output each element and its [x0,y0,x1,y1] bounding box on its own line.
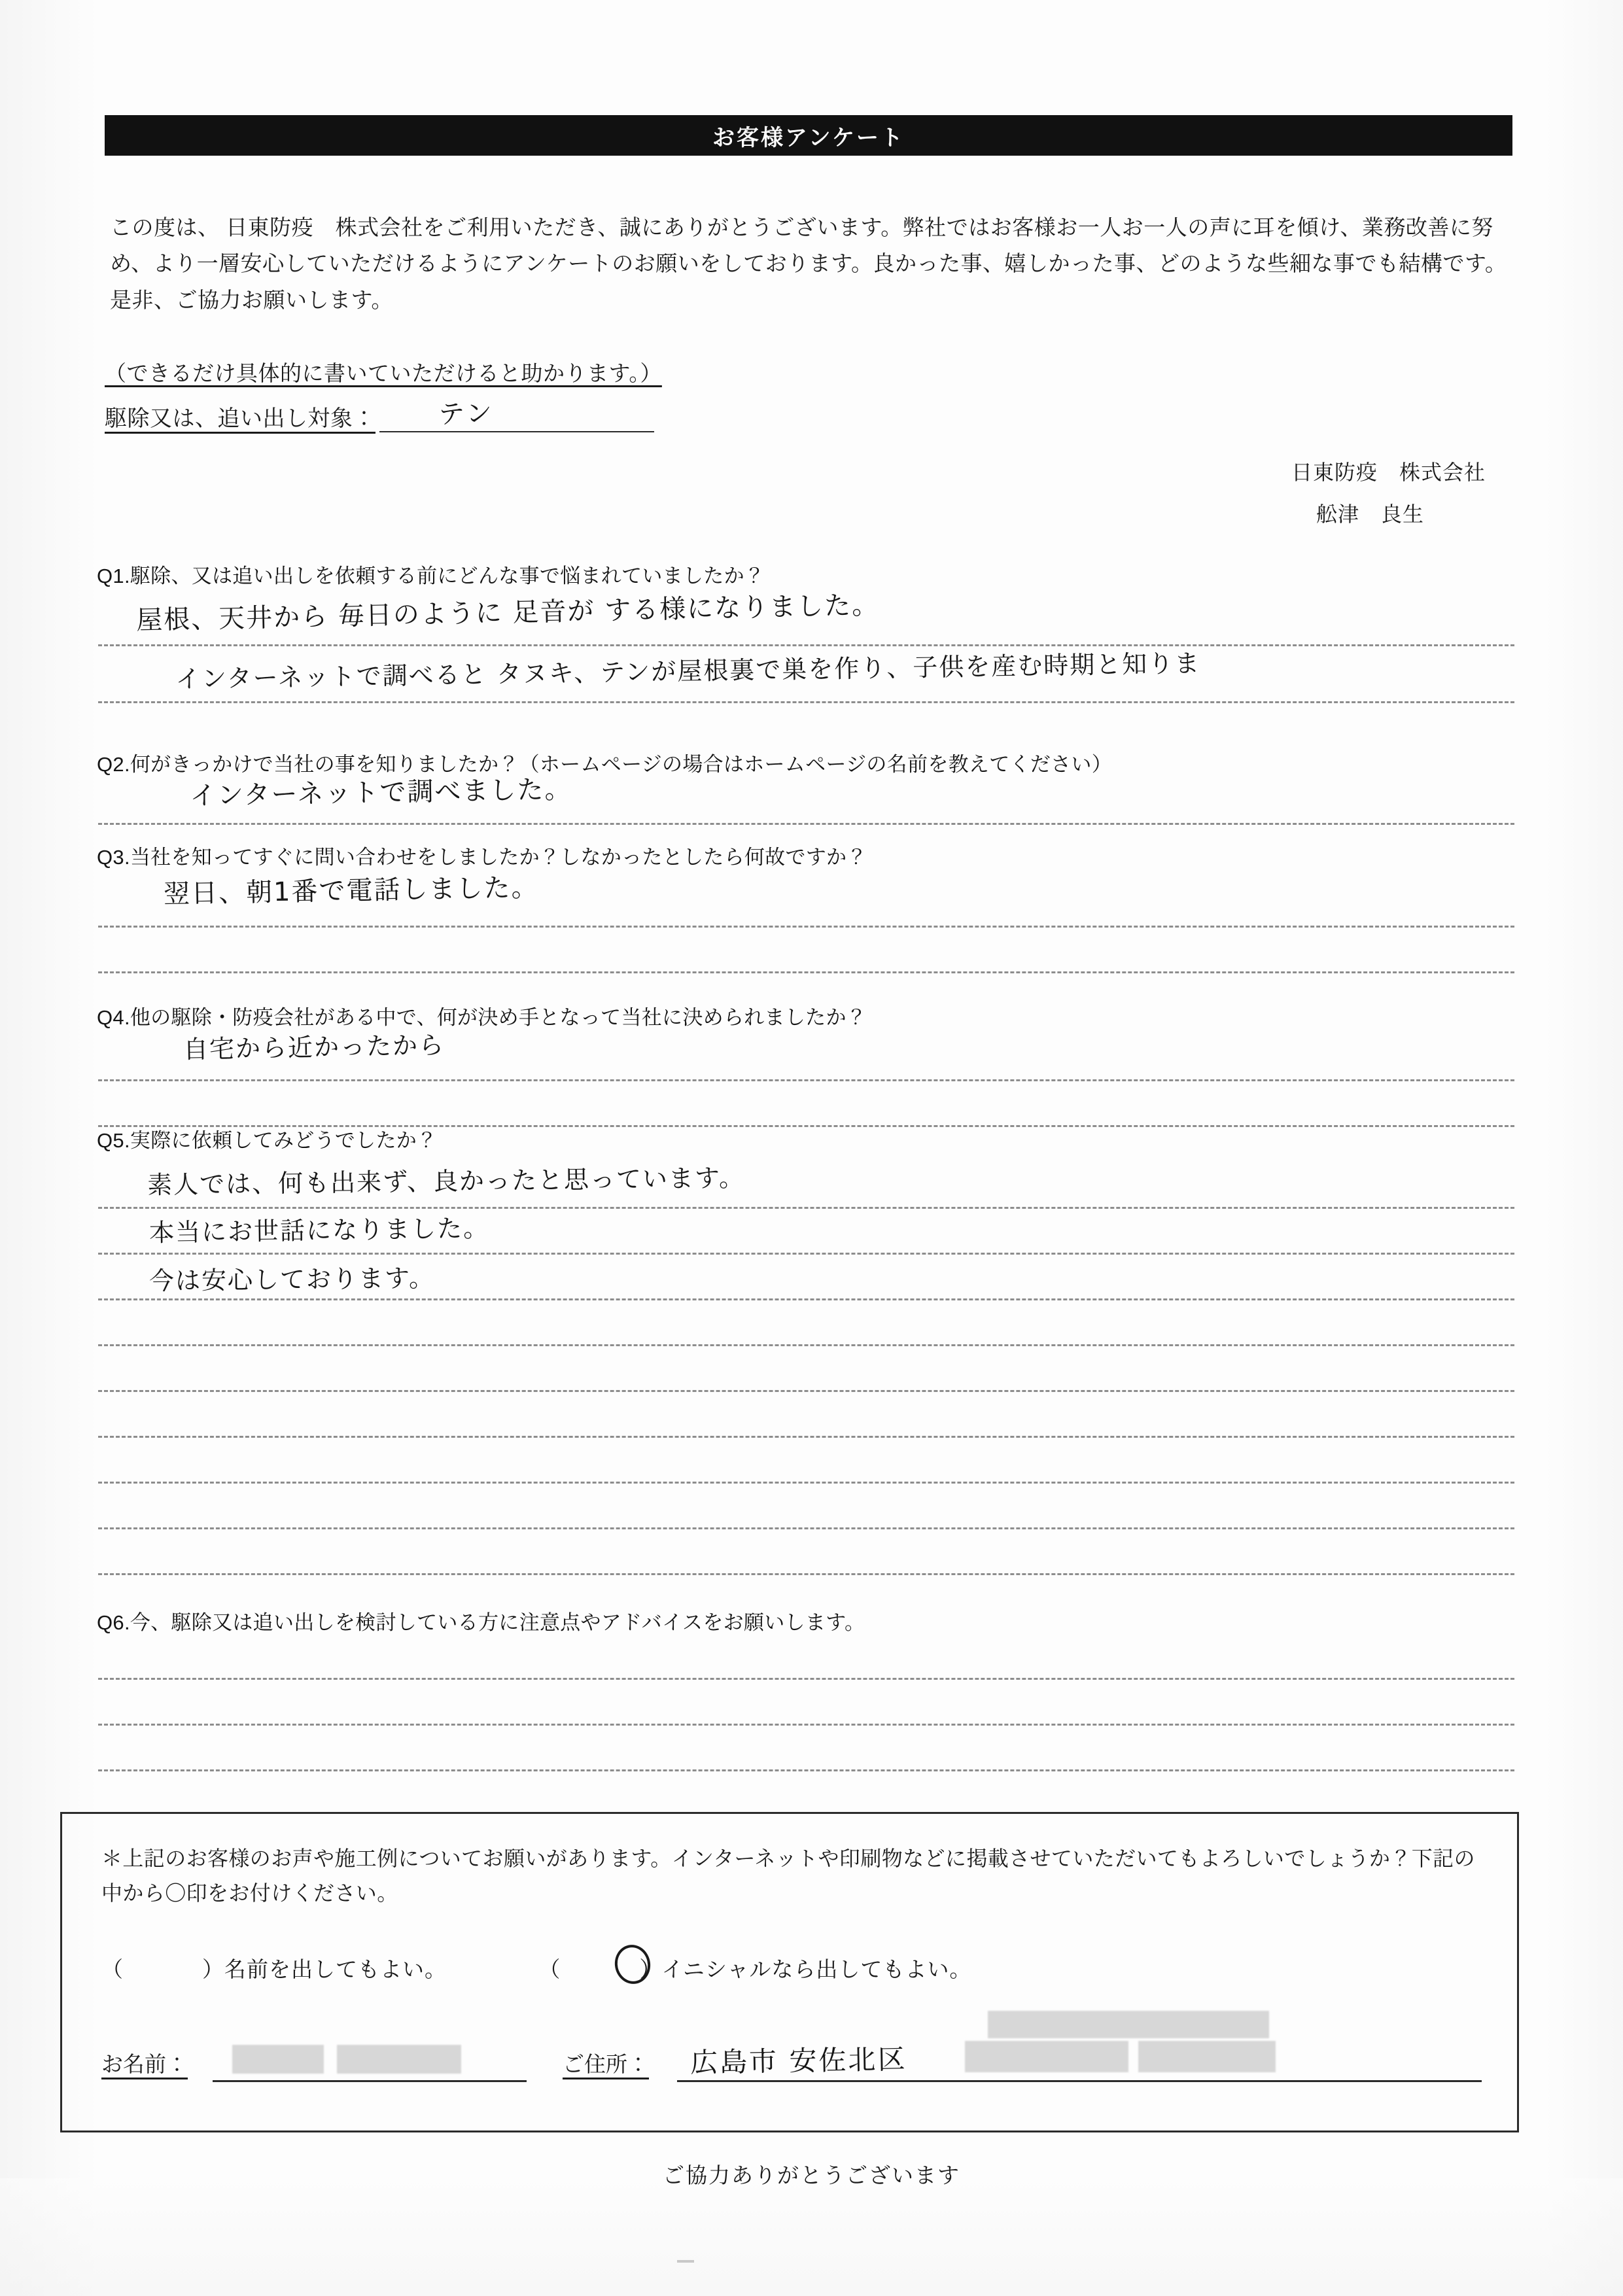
redaction-block-address-2 [1138,2041,1276,2072]
answer-line-q6-3[interactable] [98,1769,1514,1771]
target-label: 駆除又は、追い出し対象： [105,406,375,431]
answer-line-q3-2[interactable] [98,971,1514,973]
name-field-rule[interactable] [213,2080,527,2082]
answer-handwriting-q5-1: 素人では、何も出来ず、良かったと思っています。 [147,1163,746,1200]
question-label-q2: Q2.何がきっかけで当社の事を知りましたか？（ホームページの場合はホームページの名前を教えてください） [97,753,1113,776]
address-handwritten-value: 広島市 安佐北区 [689,2043,907,2079]
company-signature [1291,451,1486,535]
redaction-block-address-3 [988,2011,1269,2038]
address-field-label: ご住所： [563,2052,649,2076]
answer-line-q1-2[interactable] [98,701,1514,703]
target-field-row [105,400,654,432]
intro-note: （できるだけ具体的に書いていただけると助かります。） [105,361,662,385]
scan-artifact [677,2260,694,2263]
target-handwritten-value: テン [438,398,495,430]
answer-handwriting-q3-1: 翌日、朝1番で電話しました。 [163,872,539,909]
consent-options [101,1953,971,1983]
answer-line-q2-1[interactable] [98,823,1514,825]
company-name: 日東防疫 株式会社 [1291,461,1486,484]
answer-line-q6-1[interactable] [98,1678,1514,1680]
answer-line-q5-5[interactable] [98,1390,1514,1392]
question-label-q3: Q3.当社を知ってすぐに問い合わせをしましたか？しなかったとしたら何故ですか？ [97,846,867,869]
name-field-label: お名前： [101,2052,188,2076]
answer-line-q5-6[interactable] [98,1436,1514,1438]
target-input[interactable] [379,398,654,432]
scan-edge-shadow-bottom [0,2178,1623,2296]
intro-paragraph [110,209,1528,318]
answer-line-q5-3[interactable] [98,1298,1514,1300]
answer-line-q1-1[interactable] [98,644,1514,646]
answer-line-q4-1[interactable] [98,1079,1514,1081]
answer-line-q6-2[interactable] [98,1724,1514,1726]
staff-name: 舩津 良生 [1316,502,1424,526]
page-title: お客様アンケート [105,115,1512,156]
question-label-q6: Q6.今、駆除又は追い出しを検討している方に注意点やアドバイスをお願いします。 [97,1611,865,1634]
consent-option-name[interactable] [101,1957,447,1981]
customer-fields-row [101,2040,1482,2098]
consent-option-initial[interactable] [538,1957,971,1981]
redaction-block-address-1 [965,2041,1128,2072]
redaction-block-name-1 [232,2045,324,2074]
closing-message: ご協力ありがとうございます [663,2163,960,2187]
question-label-q5: Q5.実際に依頼してみどうでしたか？ [97,1129,438,1152]
answer-handwriting-q1-2: インターネットで調べると タヌキ、テンが屋根裏で巣を作り、子供を産む時期と知りま [175,648,1201,694]
answer-handwriting-q1-1: 屋根、天井から 毎日のように 足音が する様になりました。 [135,590,880,636]
question-label-q4: Q4.他の駆除・防疫会社がある中で、何が決め手となって当社に決められましたか？ [97,1006,867,1029]
redaction-block-name-2 [337,2045,461,2074]
scan-edge-shadow-right [1544,0,1623,2296]
answer-handwriting-q5-2: 本当にお世話になりました。 [148,1213,490,1247]
answer-handwriting-q2-1: インターネットで調べました。 [189,774,572,812]
question-label-q1: Q1.駆除、又は追い出しを依頼する前にどんな事で悩まれていましたか？ [97,565,765,587]
answer-handwriting-q4-1: 自宅から近かったから [183,1030,445,1064]
address-field-rule[interactable] [677,2080,1482,2082]
consent-option-name-label: ）名前を出してもよい。 [202,1957,447,1981]
answer-line-q3-1[interactable] [98,926,1514,928]
answer-line-q5-9[interactable] [98,1573,1514,1575]
answer-handwriting-q5-3: 今は安心しております。 [148,1263,436,1296]
intro-paragraph-text: この度は、 日東防疫 株式会社をご利用いただき、誠にありがとうございます。弊社ではお客様お一人お一人の声に耳を傾け、業務改善に努め、より一層安心していただけるようにアンケートのお願いをしております。良かった事、嬉しかった事、どのような些細な事でも結構です。是非、ご協力お願いします。 [110,215,1507,312]
consent-box [60,1812,1519,2132]
consent-paren-name: （ [101,1957,124,1981]
consent-option-initial-label: ）イニシャルなら出してもよい。 [639,1957,972,1981]
answer-line-q5-1[interactable] [98,1207,1514,1209]
answer-line-q5-7[interactable] [98,1482,1514,1484]
answer-line-q5-4[interactable] [98,1344,1514,1346]
consent-text: ＊上記のお客様のお声や施工例についてお願いがあります。インターネットや印刷物などに掲載させていただいてもよろしいでしょうか？下記の中から〇印をお付けください。 [101,1847,1475,1905]
answer-line-q5-8[interactable] [98,1527,1514,1529]
consent-paren-initial: （ [538,1957,561,1981]
answer-line-q5-2[interactable] [98,1253,1514,1255]
